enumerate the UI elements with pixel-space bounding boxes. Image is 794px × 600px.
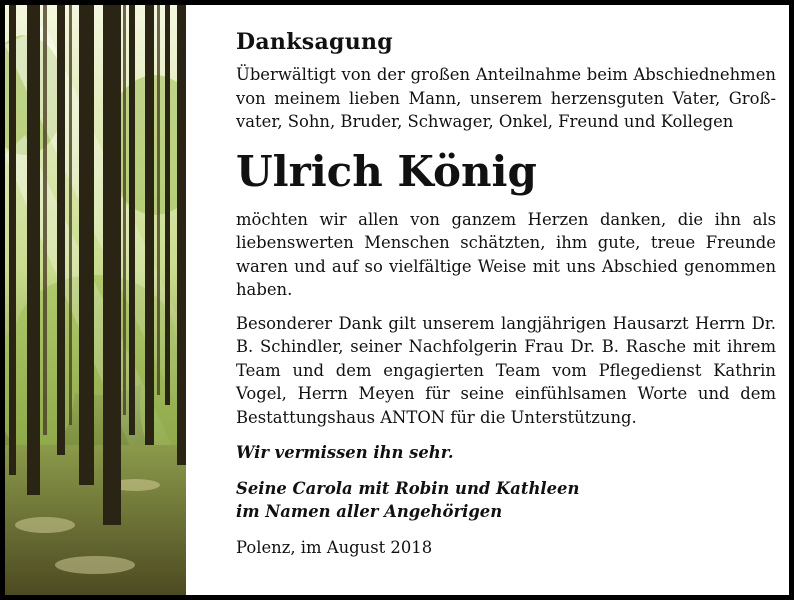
- intro-line: von meinem lieben Mann, unserem herzensguten Vater, Groß-: [236, 88, 776, 108]
- forest-photo: [5, 5, 186, 595]
- place-date: Polenz, im August 2018: [236, 537, 433, 557]
- thanks-paragraph: möchten wir allen von ganzem Herzen danken, die ihn als liebenswerten Menschen schätzten, ihm gute, treue Freunde waren und auf so vielfältige Weise mit uns Abschied genommen haben.: [236, 209, 776, 299]
- signature-line: Seine Carola mit Robin und Kathleen: [236, 478, 580, 498]
- intro-text: [236, 63, 776, 134]
- intro-line: Überwältigt von der großen Anteilnahme beim Abschiednehmen: [236, 65, 776, 84]
- special-thanks-paragraph: Besonderer Dank gilt unserem langjährigen Hausarzt Herrn Dr. B. Schindler, seiner Nachfolgerin Frau Dr. B. Rasche mit ihrem Team und dem engagierten Team vom Pflegedienst Kathrin Vogel, Herrn Meyen für seine einfühlsamen Worte und dem Bestattungshaus ANTON für die Unterstützung.: [236, 313, 776, 427]
- notice-heading: Danksagung: [236, 29, 393, 55]
- intro-line: vater, Sohn, Bruder, Schwager, Onkel, Freund und Kollegen: [236, 112, 734, 131]
- notice-text: [236, 29, 776, 557]
- closing-line: Wir vermissen ihn sehr.: [236, 443, 454, 462]
- signature-line-family: im Namen aller Angehörigen: [236, 502, 503, 521]
- deceased-name: Ulrich König: [236, 146, 537, 196]
